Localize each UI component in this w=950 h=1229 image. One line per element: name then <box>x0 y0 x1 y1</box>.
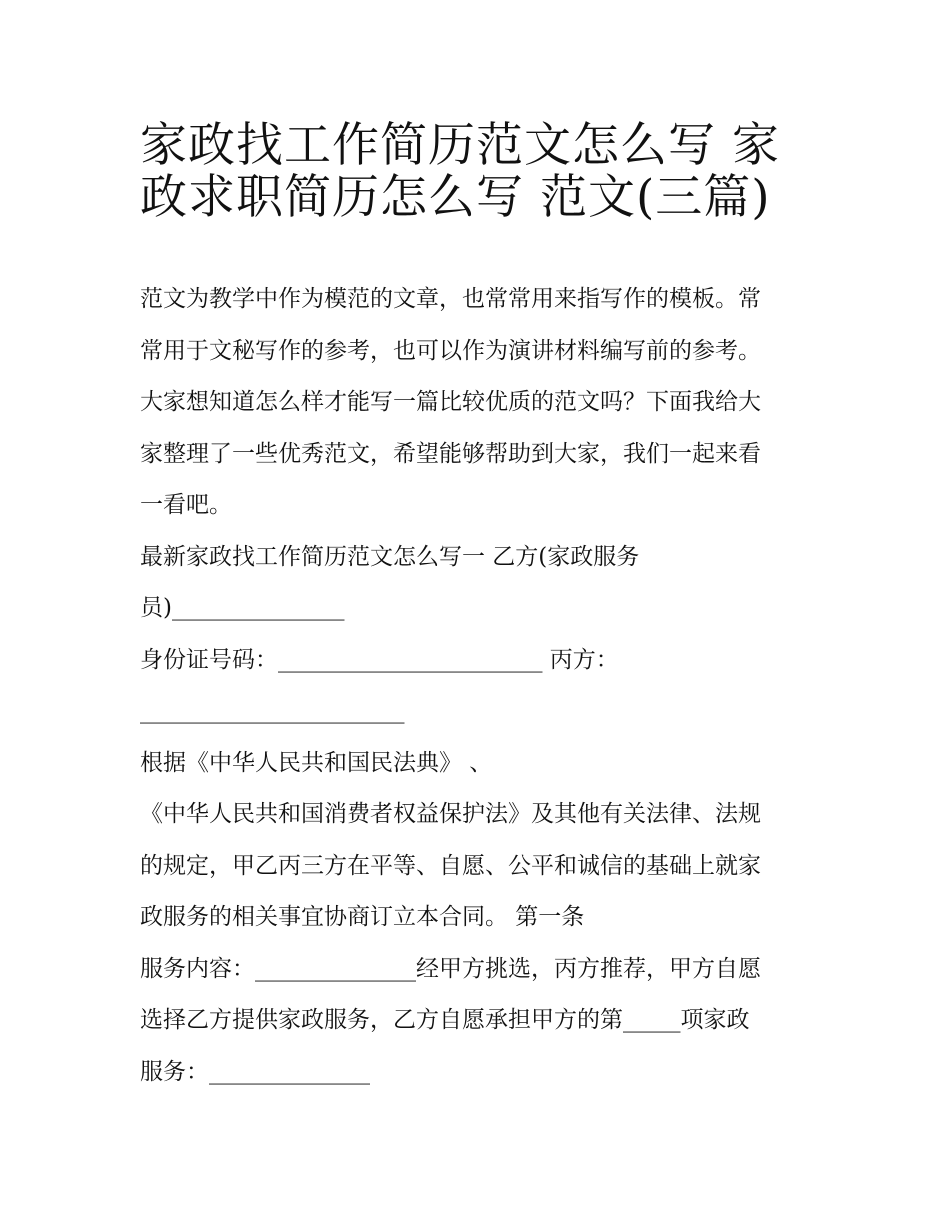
body-line: 服务：______________ <box>140 1058 370 1085</box>
body-line: _______________________ <box>140 698 405 724</box>
body-line: 选择乙方提供家政服务，乙方自愿承担甲方的第_____项家政 <box>140 1007 750 1033</box>
body-line: 家整理了一些优秀范文，希望能够帮助到大家，我们一起来看 <box>140 440 761 467</box>
body-line: 《中华人民共和国消费者权益保护法》及其他有关法律、法规 <box>140 801 761 827</box>
body-line: 最新家政找工作简历范文怎么写一 乙方(家政服务 <box>140 543 640 570</box>
body-line: 员)_______________ <box>140 595 345 621</box>
title-line: 政求职简历怎么写 范文(三篇) <box>140 169 771 225</box>
body-line: 范文为教学中作为模范的文章，也常常用来指写作的模板。常 <box>140 286 761 312</box>
body-line: 身份证号码：_______________________ 丙方： <box>140 646 619 673</box>
document-body <box>140 274 820 1098</box>
document-title <box>140 110 820 225</box>
body-line: 服务内容：______________经甲方挑选，丙方推荐，甲方自愿 <box>140 955 761 982</box>
body-line: 一看吧。 <box>140 492 232 518</box>
body-line: 常用于文秘写作的参考，也可以作为演讲材料编写前的参考。 <box>140 337 761 364</box>
body-line: 大家想知道怎么样才能写一篇比较优质的范文吗？下面我给大 <box>140 389 761 415</box>
title-line: 家政找工作简历范文怎么写 家 <box>140 118 780 173</box>
body-line: 政服务的相关事宜协商订立本合同。 第一条 <box>140 904 585 930</box>
body-line: 根据《中华人民共和国民法典》 、 <box>140 749 493 776</box>
body-line: 的规定，甲乙丙三方在平等、自愿、公平和诚信的基础上就家 <box>140 852 761 879</box>
